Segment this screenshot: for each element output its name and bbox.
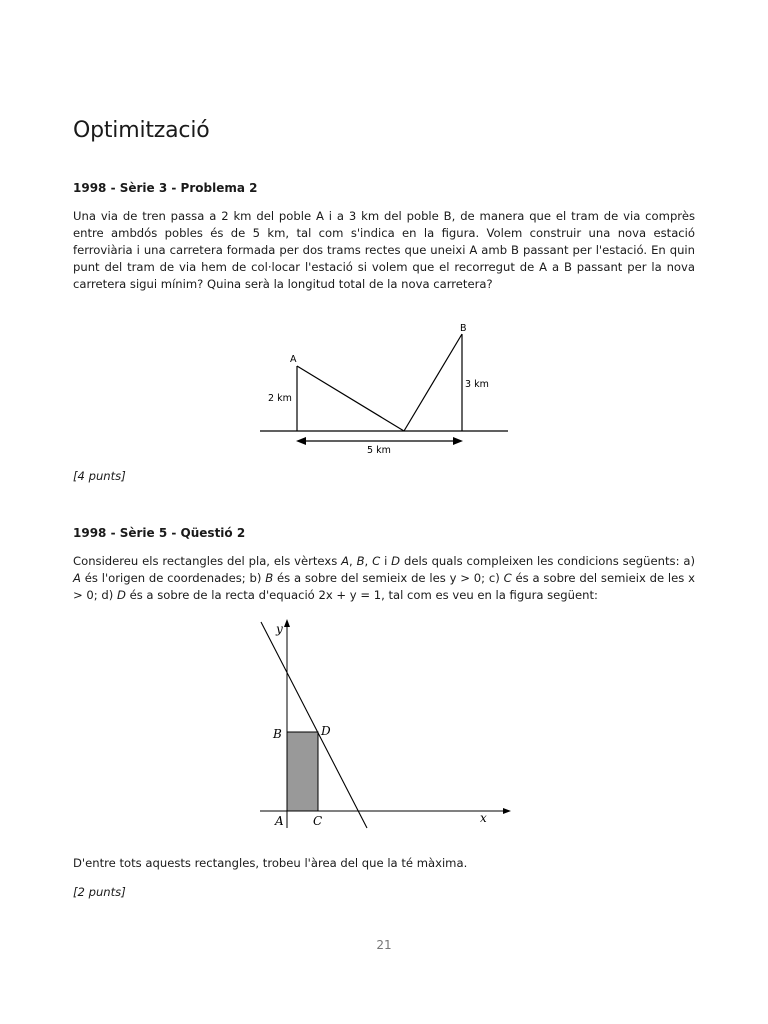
problem1-text: Una via de tren passa a 2 km del poble A i a 3 km del poble B, de manera que el tram de via comprès entre ambdós pobles és de 5 km, tal com s'indica en la figura. Volem construir una nova estació ferroviària i una carretera formada per dos trams rectes que uneixi A amb B passant per l'estació. En quin punt del tram de via hem de col·locar l'estació si volem que el recorregut de A a B passant per la nova carretera sigui mínim? Quina serà la longitud total de la nova carretera?: [73, 209, 695, 291]
label-x: x: [480, 811, 487, 825]
x-axis-arrow: [503, 808, 511, 814]
label-a-point: A: [275, 814, 284, 828]
label-3km: 3 km: [465, 379, 489, 390]
label-y: y: [276, 622, 283, 636]
shaded-rectangle: [287, 732, 318, 811]
problem1-heading: 1998 - Sèrie 3 - Problema 2: [73, 181, 258, 195]
problem1-points: [4 punts]: [73, 469, 126, 483]
page-number: 21: [376, 938, 392, 952]
problem2-text: Considereu els rectangles del pla, els vèrtexs A, B, C i D dels quals compleixen les condicions següents: a) A és l'origen de coordenades; b) B és a sobre del semieix de les y > 0; c) C és a sobre del semieix de les x > 0; d) D és a sobre de la recta d'equació 2x + y = 1, tal com es veu en la figura següent:: [73, 554, 696, 602]
page-title: Optimització: [73, 118, 210, 143]
y-axis-arrow: [284, 619, 290, 627]
label-2km: 2 km: [268, 393, 292, 404]
label-d-point: D: [321, 724, 331, 738]
problem2-points: [2 punts]: [73, 885, 126, 899]
label-b: B: [460, 323, 467, 334]
label-a: A: [290, 354, 297, 365]
label-b-point: B: [273, 727, 282, 741]
problem2-heading: 1998 - Sèrie 5 - Qüestió 2: [73, 526, 246, 540]
label-c-point: C: [313, 814, 323, 828]
label-5km: 5 km: [367, 445, 391, 456]
problem2-question: D'entre tots aquests rectangles, trobeu l'àrea del que la té màxima.: [73, 856, 468, 870]
